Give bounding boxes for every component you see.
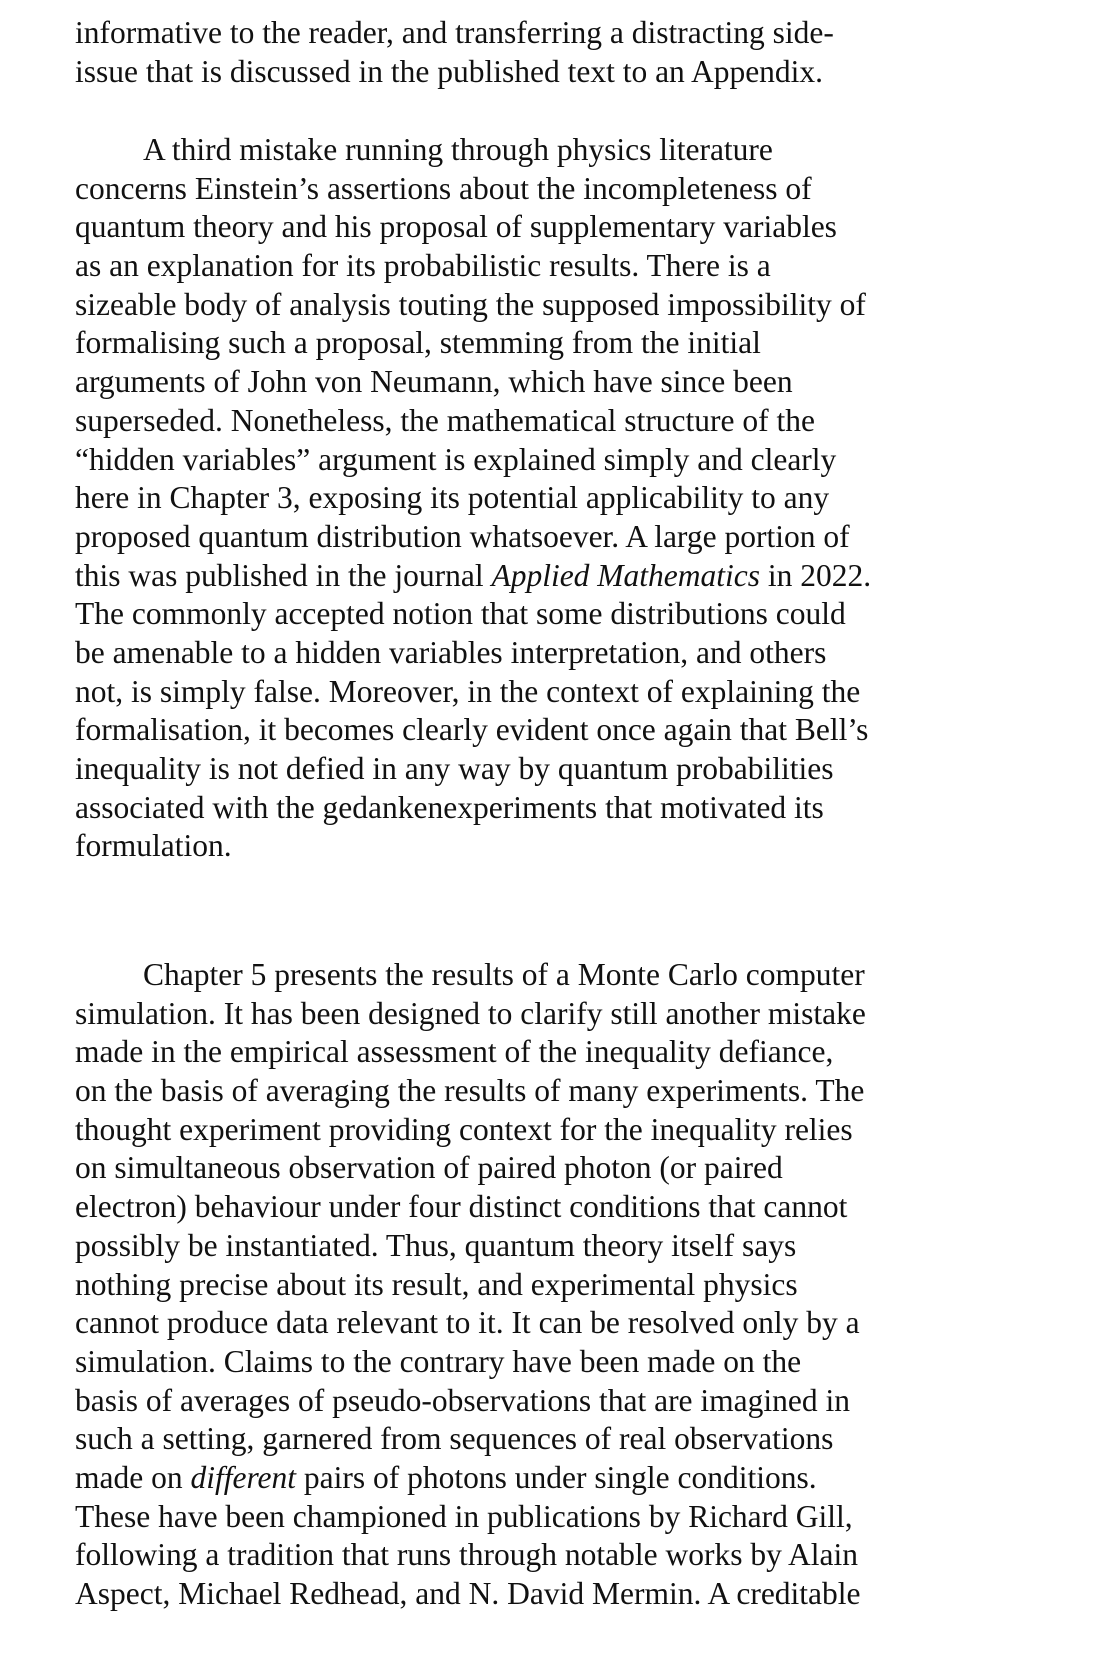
text-line [75,1227,866,1266]
text-line [75,1072,866,1111]
text-segment: on simultaneous observation of paired photon (or paired [75,1150,783,1186]
text-segment: formalising such a proposal, stemming from the initial [75,325,761,361]
text-line [75,1111,866,1150]
text-segment: A third mistake running through physics literature [143,132,773,167]
text-segment: informative to the reader, and transferring a distracting side- [75,15,834,50]
text-line [75,1266,866,1305]
text-line [75,789,871,828]
text-line [75,286,871,325]
text-segment: possibly be instantiated. Thus, quantum theory itself says [75,1227,797,1263]
text-line [75,827,871,866]
text-segment: formalisation, it becomes clearly evident once again that Bell’s [75,712,869,748]
text-line [75,402,871,441]
text-segment: this was published in the journal [75,557,492,593]
text-segment: Chapter 5 presents the results of a Monte Carlo computer [143,957,865,992]
text-line [75,634,871,673]
text-segment: superseded. Nonetheless, the mathematical structure of the [75,402,815,438]
text-line [75,1149,866,1188]
text-segment: electron) behaviour under four distinct conditions that cannot [75,1189,848,1225]
text-line [75,1498,866,1537]
text-line [75,673,871,712]
text-line [75,750,871,789]
text-line [75,363,871,402]
text-segment: concerns Einstein’s assertions about the incompleteness of [75,170,812,206]
text-line [75,1575,866,1614]
text-segment: such a setting, garnered from sequences of real observations [75,1421,834,1457]
text-line [75,441,871,480]
text-line [75,324,871,363]
text-line [75,170,871,209]
text-segment: as an explanation for its probabilistic results. There is a [75,248,771,284]
text-line [75,1459,866,1498]
text-segment: proposed quantum distribution whatsoever. A large portion of [75,518,850,554]
text-segment: associated with the gedankenexperiments that motivated its [75,789,824,825]
text-segment: in 2022. [760,557,872,593]
text-segment: These have been championed in publications by Richard Gill, [75,1498,853,1534]
text-segment: thought experiment providing context for the inequality relies [75,1111,853,1147]
text-line [75,956,866,995]
text-segment: simulation. It has been designed to clarify still another mistake [75,995,866,1031]
text-segment: quantum theory and his proposal of supplementary variables [75,209,837,245]
text-segment: Aspect, Michael Redhead, and N. David Mermin. A creditable [75,1576,861,1611]
text-segment: be amenable to a hidden variables interpretation, and others [75,634,827,670]
text-line [75,479,871,518]
text-segment: not, is simply false. Moreover, in the context of explaining the [75,673,861,709]
text-segment: sizeable body of analysis touting the supposed impossibility of [75,286,866,322]
text-segment: on the basis of averaging the results of many experiments. The [75,1073,865,1109]
text-line [75,1536,866,1575]
text-segment: following a tradition that runs through notable works by Alain [75,1537,859,1573]
text-line [75,1033,866,1072]
text-segment: inequality is not defied in any way by quantum probabilities [75,751,834,786]
text-line [75,518,871,557]
text-segment: pairs of photons under single conditions. [296,1459,817,1495]
text-line [75,711,871,750]
text-line [75,1420,866,1459]
text-line [75,247,871,286]
text-segment: cannot produce data relevant to it. It can be resolved only by a [75,1305,860,1341]
text-segment: issue that is discussed in the published text to an Appendix. [75,53,824,89]
italic-text: different [190,1459,297,1495]
text-segment: The commonly accepted notion that some distributions could [75,596,846,632]
text-segment: made in the empirical assessment of the inequality defiance, [75,1034,834,1070]
text-line [75,1304,866,1343]
text-line [75,595,871,634]
text-segment: basis of averages of pseudo-observations that are imagined in [75,1382,851,1418]
text-line [75,1382,866,1421]
text-segment: formulation. [75,828,232,864]
text-segment: simulation. Claims to the contrary have been made on the [75,1343,802,1379]
text-segment: “hidden variables” argument is explained simply and clearly [75,441,837,477]
text-segment: made on [75,1459,191,1495]
text-segment: here in Chapter 3, exposing its potential applicability to any [75,480,830,516]
text-line [75,1343,866,1382]
text-line [75,53,834,92]
italic-text: Applied Mathematics [491,557,761,593]
text-line [75,131,871,170]
paragraph-third-mistake [75,131,871,866]
paragraph-chapter-5 [75,956,866,1614]
text-line [75,995,866,1034]
paragraph-intro-continuation [75,14,834,91]
text-segment: nothing precise about its result, and experimental physics [75,1266,798,1302]
text-line [75,208,871,247]
text-line [75,557,871,596]
text-line [75,1188,866,1227]
text-line [75,14,834,53]
text-segment: arguments of John von Neumann, which have since been [75,364,793,400]
